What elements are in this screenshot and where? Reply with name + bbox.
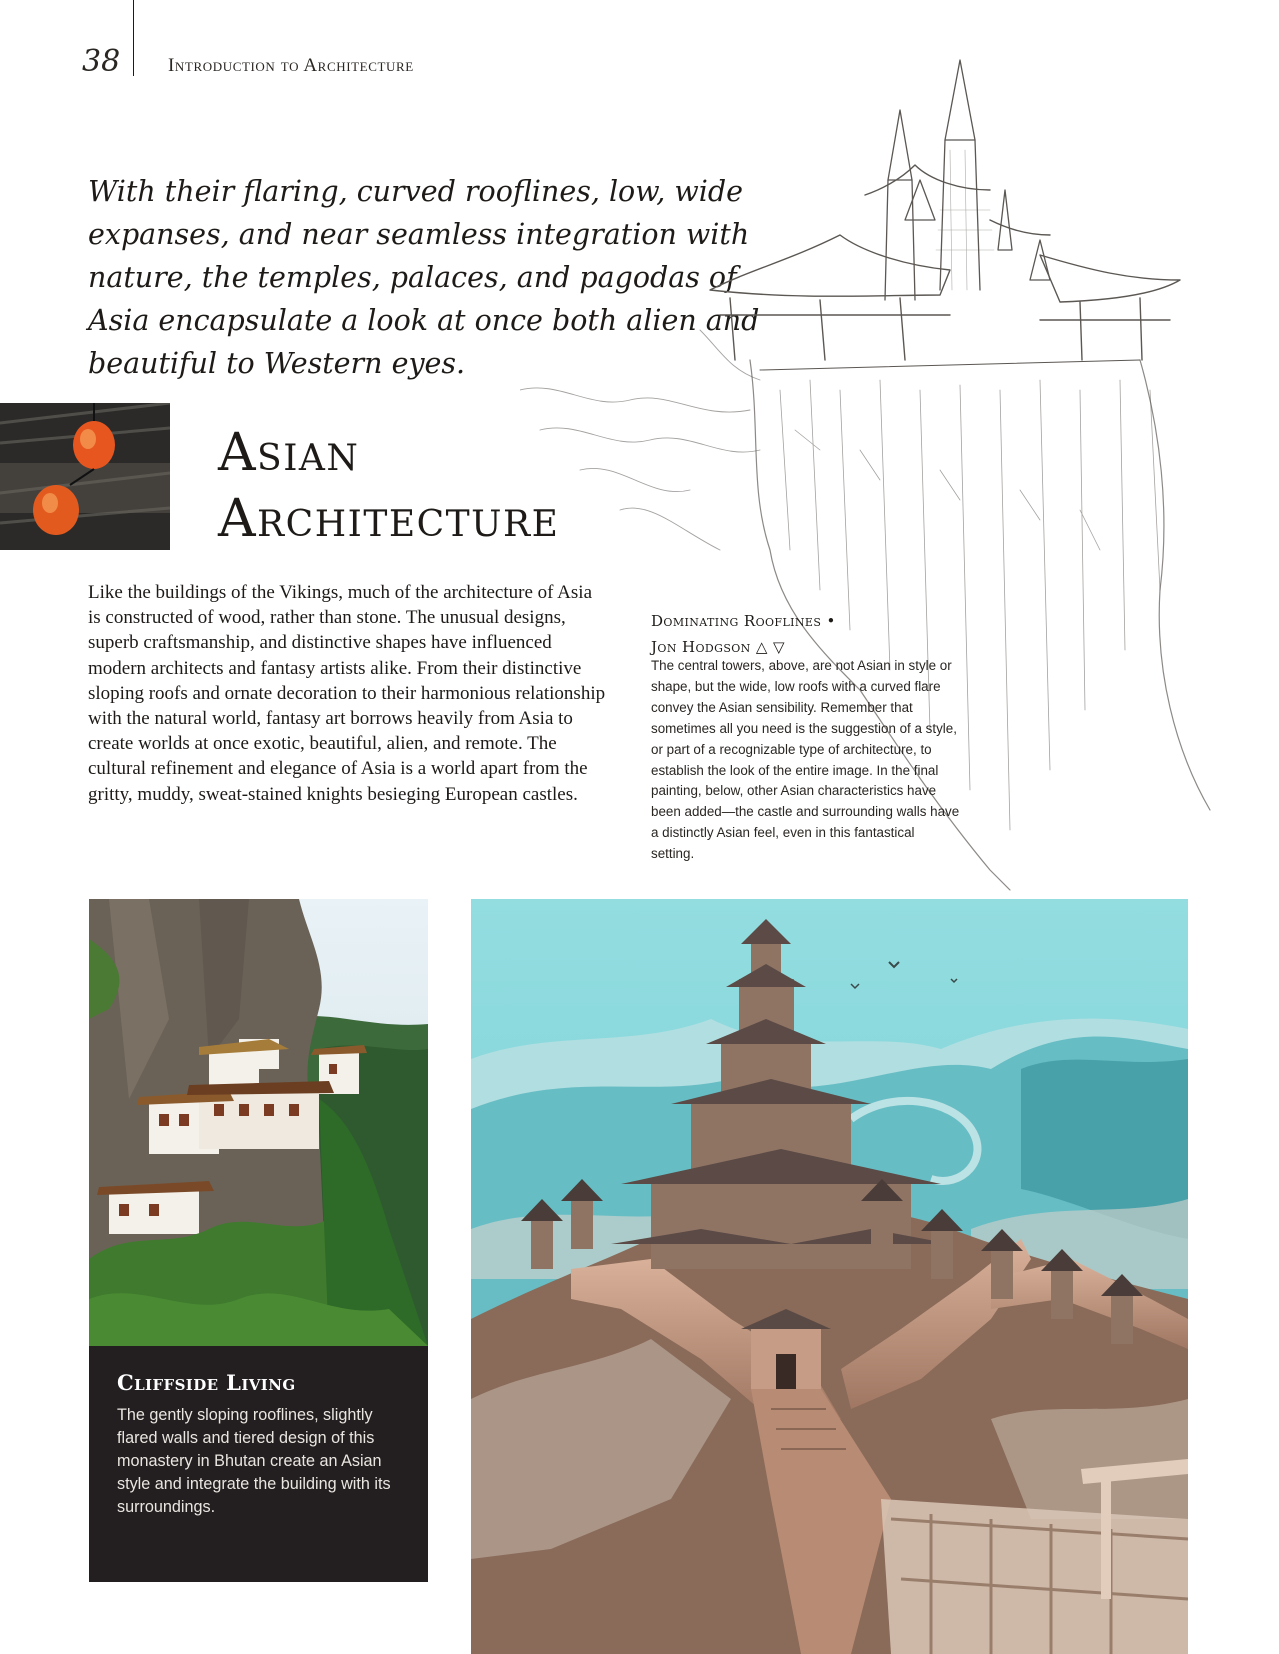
asian-castle-painting (471, 899, 1188, 1654)
caption-title-line-1: Dominating Rooflines • (651, 612, 836, 630)
cliffside-title: Cliffside Living (117, 1370, 296, 1395)
lanterns-photo (0, 403, 170, 550)
body-text: Like the buildings of the Vikings, much of the architecture of Asia is constructed of wood, rather than stone. The unusual designs, superb craftsmanship, and distinctive shapes have influenced modern architects and fantasy artists alike. From their distinctive sloping roofs and ornate decoration to their harmonious relationship with the natural world, fantasy art borrows heavily from Asia to create worlds at once exotic, beautiful, alien, and remote. The cultural refinement and elegance of Asia is a world apart from the gritty, muddy, sweat-stained knights besieging European castles. (88, 582, 606, 805)
monastery-photo (89, 899, 428, 1346)
running-head: Introduction to Architecture (168, 55, 414, 76)
caption-body: The central towers, above, are not Asian in style or shape, but the wide, low roofs with a curved flare convey the Asian sensibility. Remember that sometimes all you need is the suggestion of a style, or part of a recognizable type of architecture, to establish the look of the entire image. In the final painting, below, other Asian characteristics have been added—the castle and surrounding walls have a distinctly Asian feel, even in this fantastical setting. (651, 658, 960, 862)
caption-credit: Jon Hodgson △ ▽ (651, 638, 785, 656)
section-title-line-2: Architecture (218, 489, 560, 549)
cliffside-body: The gently sloping rooflines, slightly flared walls and tiered design of this monastery in Bhutan create an Asian style and integrate the building with its surroundings. (117, 1406, 391, 1516)
caption-title (651, 608, 951, 660)
section-title (218, 420, 559, 552)
page-number: 38 (82, 44, 121, 79)
header-divider (133, 0, 134, 76)
pull-quote: With their flaring, curved rooflines, low, wide expanses, and near seamless integration with nature, the temples, palaces, and pagodas of Asia encapsulate a look at once both alien and beautiful to Western eyes. (88, 175, 760, 380)
section-title-line-1: Asian (218, 423, 360, 483)
